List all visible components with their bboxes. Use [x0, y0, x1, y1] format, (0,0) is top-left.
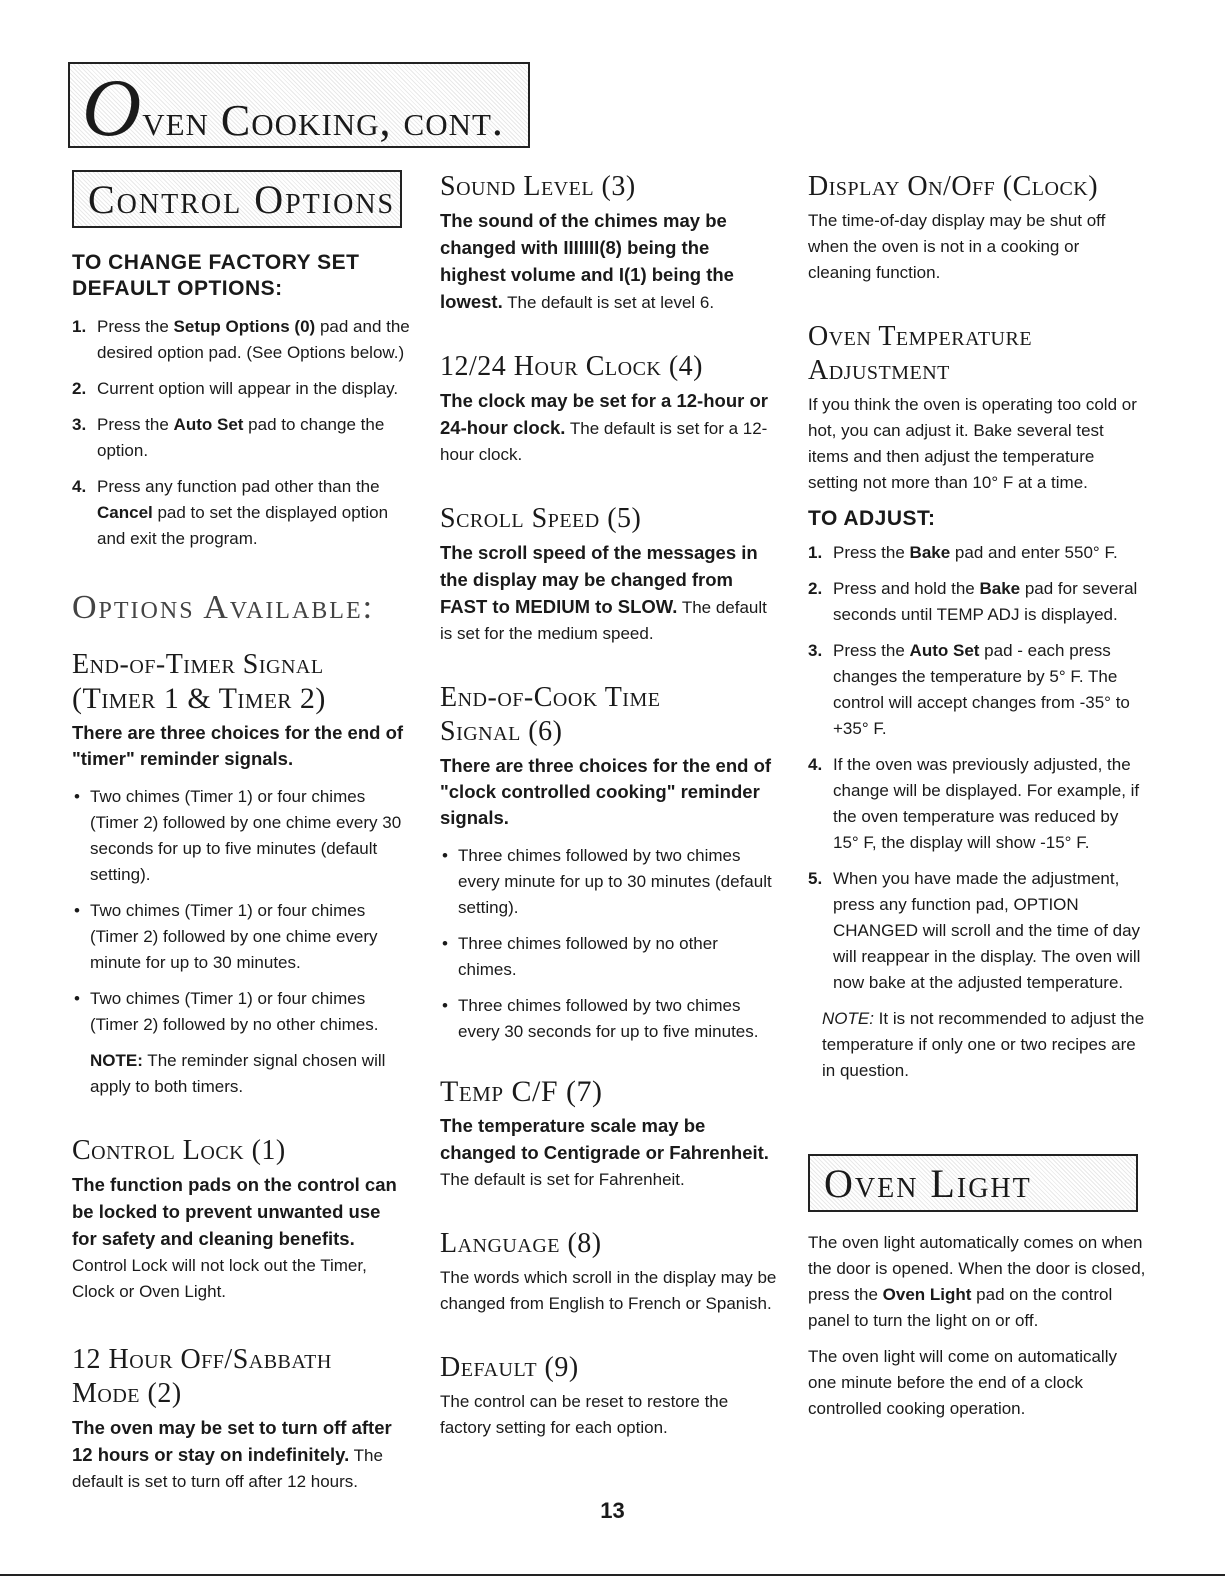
temp-adjust-text: If you think the oven is operating too cold or hot, you can adjust it. Bake several test items and then adjust the temperature setting not more than 10° F at a time.: [808, 395, 1137, 492]
default-title: Default (9): [440, 1352, 579, 1383]
adjust-step: 2. Press and hold the Bake pad for several seconds until TEMP ADJ is displayed.: [808, 579, 1138, 624]
language-text: The words which scroll in the display may be changed from English to French or Spanish.: [440, 1268, 777, 1313]
list-item: • Two chimes (Timer 1) or four chimes (Timer 2) followed by one chime every minute for up to 30 minutes.: [72, 898, 410, 976]
options-available-heading: Options Available:: [72, 589, 375, 626]
banner-title: [82, 62, 504, 153]
scroll-speed-section: [440, 502, 778, 647]
change-step: 4. Press any function pad other than the Cancel pad to set the displayed option and exit the program.: [72, 477, 389, 548]
end-of-cook-title: End-of-Cook Time: [440, 682, 661, 713]
sabbath-text: The oven may be set to turn off after 12 hours or stay on indefinitely. The default is set to turn off after 12 hours.: [72, 1417, 392, 1491]
temp-adjust-title: Oven Temperature: [808, 321, 1033, 352]
end-of-cook-lead: There are three choices for the end of "clock controlled cooking" reminder signals.: [440, 755, 772, 828]
end-of-cook-subtitle: Signal (6): [440, 716, 563, 747]
end-of-timer-lead: There are three choices for the end of "timer" reminder signals.: [72, 722, 404, 769]
banner-rest: ven Cooking, cont.: [142, 96, 504, 145]
temp-adjust-subtitle: Adjustment: [808, 355, 950, 386]
section-banner: [68, 62, 530, 153]
clock-section: [440, 350, 778, 468]
oven-light-title: Oven Light: [824, 1161, 1032, 1206]
page-number: 13: [600, 1498, 625, 1523]
sound-level-text: The sound of the chimes may be changed with IIIIIII(8) being the highest volume and I(1) being the lowest. The default is set at level 6.: [440, 210, 734, 312]
scroll-speed-title: Scroll Speed (5): [440, 503, 642, 534]
clock-title: 12/24 Hour Clock (4): [440, 351, 703, 382]
column-middle: [440, 170, 778, 1475]
display-title: Display On/Off (Clock): [808, 171, 1099, 202]
language-title: Language (8): [440, 1228, 602, 1259]
sound-level-title: Sound Level (3): [440, 171, 636, 202]
to-adjust-heading: TO ADJUST:: [808, 507, 936, 530]
adjust-step: 1. Press the Bake pad and enter 550° F.: [808, 543, 1118, 562]
bottom-rule: [0, 1574, 1225, 1576]
default-text: The control can be reset to restore the factory setting for each option.: [440, 1392, 729, 1437]
control-options-box: [72, 170, 402, 228]
display-section: [808, 170, 1146, 286]
adjust-step: 4. If the oven was previously adjusted, the change will be displayed. For example, if the oven temperature was reduced by 15° F, the display will show -15° F.: [808, 755, 1140, 852]
end-of-timer-list: [72, 784, 410, 1038]
end-of-cook-list: [440, 843, 778, 1045]
oven-light-box: [808, 1154, 1138, 1212]
end-of-timer-subtitle: (Timer 1 & Timer 2): [72, 682, 326, 715]
change-steps-list: [72, 314, 410, 552]
control-options-title: Control Options: [88, 177, 396, 222]
column-left: [72, 170, 410, 1529]
temp-cf-text: The temperature scale may be changed to Centigrade or Fahrenheit. The default is set for Fahrenheit.: [440, 1115, 769, 1189]
adjust-step: 3. Press the Auto Set pad - each press changes the temperature by 5° F. The control will accept changes from -35° to +35° F.: [808, 641, 1130, 738]
scroll-speed-text: The scroll speed of the messages in the display may be changed from FAST to MEDIUM to SLOW. The default is set for the medium speed.: [440, 542, 767, 643]
display-text: The time-of-day display may be shut off when the oven is not in a cooking or cleaning function.: [808, 211, 1106, 282]
change-defaults-heading: TO CHANGE FACTORY SET DEFAULT OPTIONS:: [72, 251, 360, 300]
language-section: [440, 1227, 778, 1317]
end-of-timer-section: [72, 648, 410, 1100]
end-of-timer-title: End-of-Timer Signal: [72, 649, 324, 680]
list-item: • Three chimes followed by two chimes every minute for up to 30 minutes (default setting).: [440, 843, 778, 921]
change-step: 2. Current option will appear in the display.: [72, 379, 399, 398]
list-item: • Two chimes (Timer 1) or four chimes (Timer 2) followed by one chime every 30 seconds for up to five minutes (default setting).: [72, 784, 410, 888]
control-lock-section: [72, 1134, 410, 1305]
list-item: • Three chimes followed by no other chimes.: [440, 931, 778, 983]
oven-light-text-2: The oven light will come on automatically one minute before the end of a clock controlled cooking operation.: [808, 1347, 1117, 1418]
control-lock-text: The function pads on the control can be locked to prevent unwanted use for safety and cleaning benefits. Control Lock will not lock out the Timer, Clock or Oven Light.: [72, 1174, 397, 1301]
sabbath-subtitle: Mode (2): [72, 1378, 182, 1409]
oven-light-text-1: The oven light automatically comes on when the door is opened. When the door is closed, press the Oven Light pad on the control panel to turn the light on or off.: [808, 1233, 1146, 1330]
clock-text: The clock may be set for a 12-hour or 24-hour clock. The default is set for a 12-hour clock.: [440, 390, 768, 464]
adjust-steps-list: [808, 540, 1146, 996]
temp-adjust-section: [808, 320, 1146, 1084]
adjust-step: 5. When you have made the adjustment, press any function pad, OPTION CHANGED will scroll and the time of day will reappear in the display. The oven will now bake at the adjusted temperature.: [808, 869, 1141, 992]
list-item: • Two chimes (Timer 1) or four chimes (Timer 2) followed by no other chimes.: [72, 986, 410, 1038]
control-lock-title: Control Lock (1): [72, 1135, 286, 1166]
column-right: [808, 170, 1146, 1422]
temp-cf-section: [440, 1075, 778, 1193]
sabbath-section: [72, 1343, 410, 1495]
change-step: 1. Press the Setup Options (0) pad and the desired option pad. (See Options below.): [72, 317, 410, 362]
timer-note: NOTE: The reminder signal chosen will apply to both timers.: [90, 1051, 386, 1096]
end-of-cook-section: [440, 681, 778, 1045]
sound-level-section: [440, 170, 778, 316]
sabbath-title: 12 Hour Off/Sabbath: [72, 1344, 332, 1375]
temp-cf-title: Temp C/F (7): [440, 1075, 603, 1108]
default-section: [440, 1351, 778, 1441]
banner-initial: O: [82, 62, 143, 153]
list-item: • Three chimes followed by two chimes every 30 seconds for up to five minutes.: [440, 993, 778, 1045]
adjust-note: NOTE: It is not recommended to adjust the temperature if only one or two recipes are in question.: [822, 1009, 1145, 1080]
change-step: 3. Press the Auto Set pad to change the option.: [72, 415, 385, 460]
